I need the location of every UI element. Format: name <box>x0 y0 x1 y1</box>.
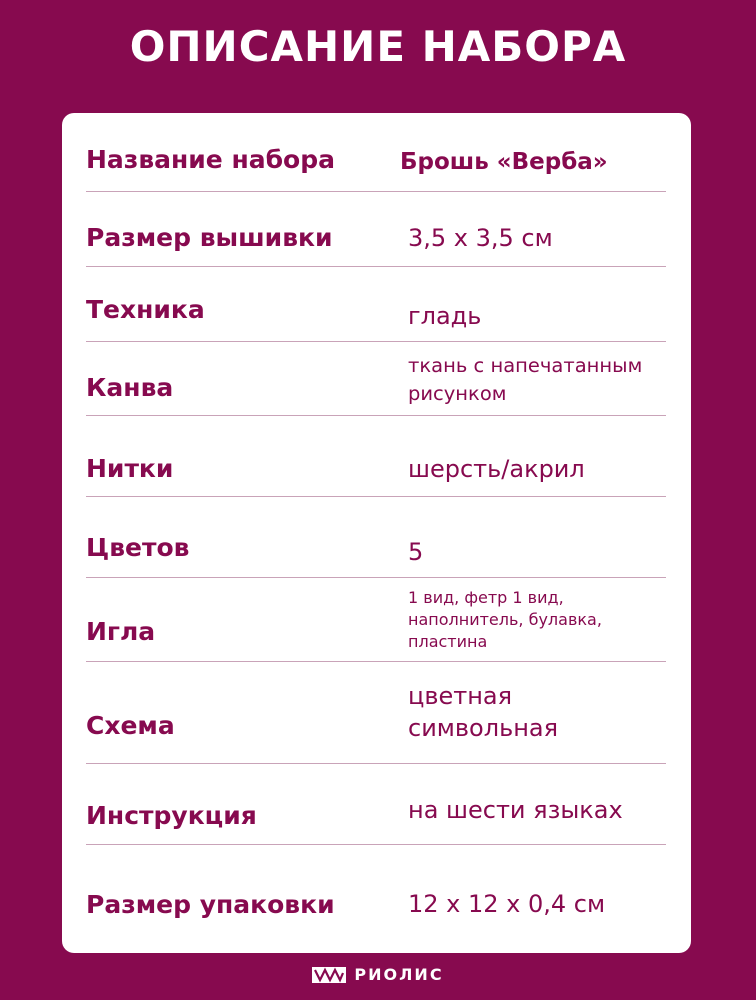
value-canvas-line1: ткань с напечатанным <box>408 354 643 377</box>
label-instruction: Инструкция <box>86 801 257 830</box>
divider <box>86 415 666 416</box>
label-package-size: Размер упаковки <box>86 890 335 919</box>
value-needle-line2: наполнитель, булавка, <box>408 610 602 629</box>
page-title: ОПИСАНИЕ НАБОРА <box>129 22 627 71</box>
divider <box>86 661 666 662</box>
divider <box>86 496 666 497</box>
footer <box>0 965 756 984</box>
divider <box>86 266 666 267</box>
brand-name: РИОЛИС <box>354 965 444 984</box>
divider <box>86 844 666 845</box>
value-instruction: на шести языках <box>408 796 623 824</box>
divider <box>86 191 666 192</box>
value-threads: шерсть/акрил <box>408 455 585 483</box>
label-technique: Техника <box>86 295 205 324</box>
value-embroidery-size: 3,5 х 3,5 см <box>408 224 553 252</box>
riolis-logo-icon <box>312 967 346 983</box>
spec-card <box>62 113 691 953</box>
divider <box>86 763 666 764</box>
label-threads: Нитки <box>86 454 174 483</box>
label-colors: Цветов <box>86 533 190 562</box>
value-package-size: 12 х 12 х 0,4 см <box>408 890 606 918</box>
label-needle: Игла <box>86 617 156 646</box>
value-scheme-line2: символьная <box>408 714 559 742</box>
value-colors: 5 <box>408 538 424 566</box>
value-scheme-line1: цветная <box>408 682 513 710</box>
value-needle-line1: 1 вид, фетр 1 вид, <box>408 588 564 607</box>
divider <box>86 577 666 578</box>
value-kit-name: Брошь «Верба» <box>400 149 608 175</box>
label-scheme: Схема <box>86 711 175 740</box>
value-needle-line3: пластина <box>408 632 488 651</box>
label-embroidery-size: Размер вышивки <box>86 223 333 252</box>
divider <box>86 341 666 342</box>
value-technique: гладь <box>408 302 482 330</box>
label-kit-name: Название набора <box>86 145 335 174</box>
label-canvas: Канва <box>86 373 174 402</box>
value-canvas-line2: рисунком <box>408 382 507 405</box>
